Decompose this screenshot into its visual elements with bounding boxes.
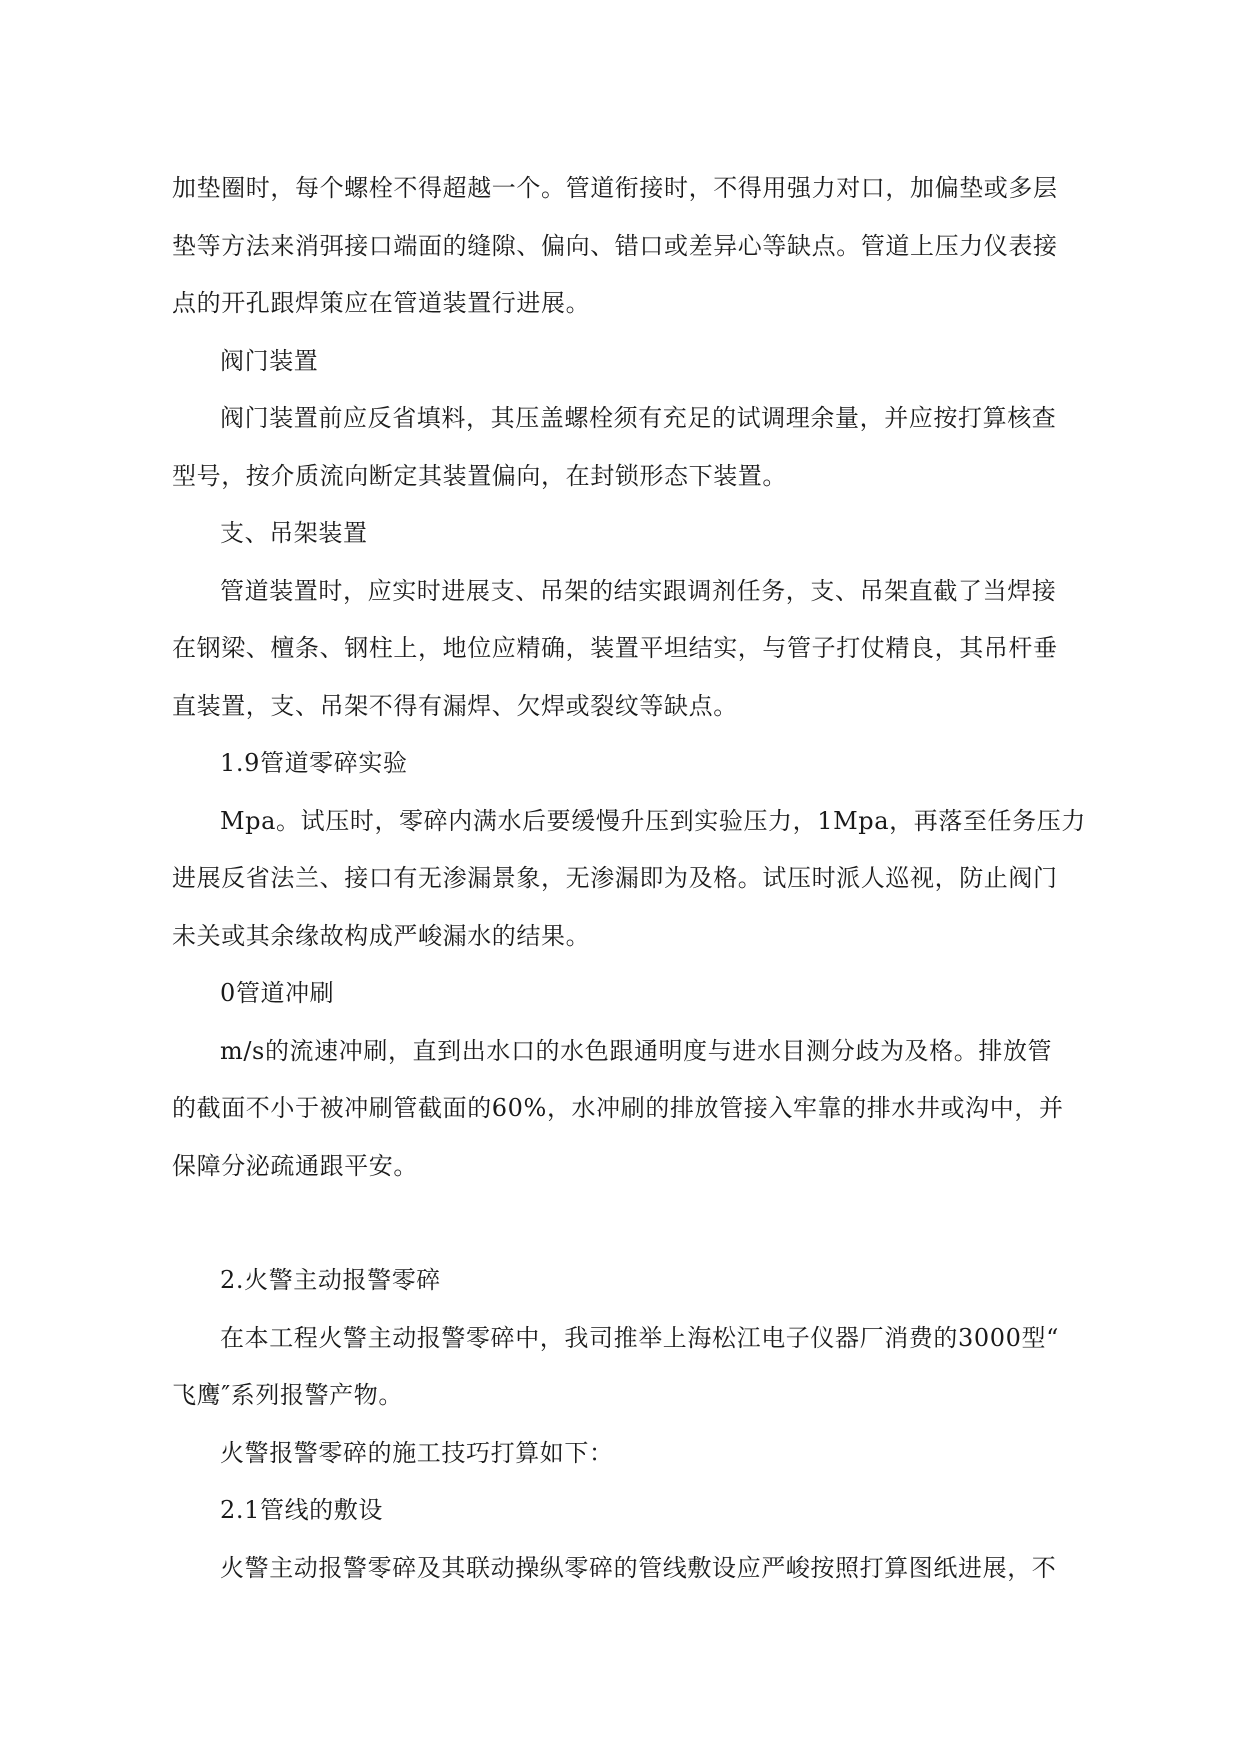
section-heading: 2.1管线的敷设 — [220, 1496, 383, 1524]
paragraph-gap — [172, 1195, 1072, 1252]
text-line: 保障分泌疏通跟平安。 — [172, 1151, 418, 1180]
text-line: 火警报警零碎的施工技巧打算如下： — [220, 1438, 614, 1467]
text-line: 火警主动报警零碎及其联动操纵零碎的管线敷设应严峻按照打算图纸进展，不 — [220, 1553, 1057, 1582]
section-heading: 0管道冲刷 — [220, 979, 335, 1007]
text-line: Mpa。试压时，零碎内满水后要缓慢升压到实验压力，1Mpa，再落至任务压力 — [220, 806, 1086, 835]
text-line: 加垫圈时，每个螺栓不得超越一个。管道衔接时，不得用强力对口，加偏垫或多层 — [172, 174, 1058, 202]
text-line: 进展反省法兰、接口有无渗漏景象，无渗漏即为及格。试压时派人巡视，防止阀门 — [172, 864, 1058, 892]
section-heading: 2.火警主动报警零碎 — [220, 1266, 441, 1294]
section-heading: 1.9管道零碎实验 — [220, 749, 408, 777]
text-line: 飞鹰″系列报警产物。 — [172, 1381, 403, 1409]
text-line: 的截面不小于被冲刷管截面的60%，水冲刷的排放管接入牢靠的排水井或沟中，并 — [172, 1094, 1064, 1122]
document-body — [172, 160, 1086, 1597]
text-line: 垫等方法来消弭接口端面的缝隙、偏向、错口或差异心等缺点。管道上压力仪表接 — [172, 231, 1058, 260]
text-line: m/s的流速冲刷，直到出水口的水色跟通明度与进水目测分歧为及格。排放管 — [220, 1036, 1053, 1065]
section-heading: 阀门装置 — [220, 346, 319, 375]
text-line: 在本工程火警主动报警零碎中，我司推举上海松江电子仪器厂消费的3000型“ — [220, 1323, 1059, 1352]
text-line: 型号，按介质流向断定其装置偏向，在封锁形态下装置。 — [172, 461, 787, 490]
text-line: 直装置，支、吊架不得有漏焊、欠焊或裂纹等缺点。 — [172, 691, 738, 720]
text-line: 在钢梁、檀条、钢柱上，地位应精确，装置平坦结实，与管子打仗精良，其吊杆垂 — [172, 634, 1058, 662]
section-heading: 支、吊架装置 — [220, 519, 368, 547]
text-line: 管道装置时，应实时进展支、吊架的结实跟调剂任务，支、吊架直截了当焊接 — [220, 576, 1057, 605]
text-line: 阀门装置前应反省填料，其压盖螺栓须有充足的试调理余量，并应按打算核查 — [220, 404, 1057, 432]
text-line: 点的开孔跟焊策应在管道装置行进展。 — [172, 289, 591, 317]
text-line: 未关或其余缘故构成严峻漏水的结果。 — [172, 921, 591, 950]
